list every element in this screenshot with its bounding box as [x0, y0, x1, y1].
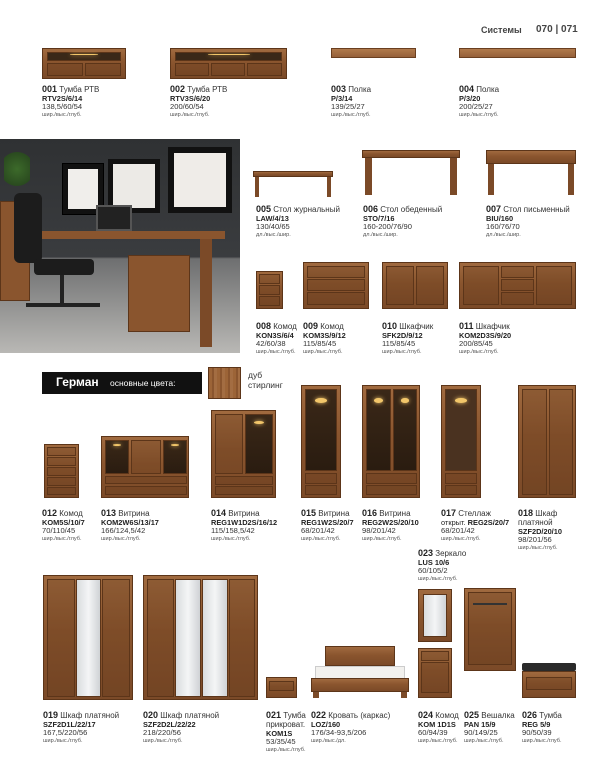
cabinet-010-image [382, 262, 448, 309]
section-title: Системы [481, 25, 522, 35]
wardrobe-018-image [518, 385, 576, 498]
product-019: 019 Шкаф платяной SZF2D1L/22/17 167,5/220/56 шир./выс./глуб. [43, 710, 120, 744]
product-007: 007 Стол письменный BIU/160 160/76/70 дл./выс./шир. [486, 204, 570, 238]
dining-table-006-image [362, 150, 460, 195]
desk-007-image [486, 150, 576, 195]
collection-subtitle: основные цвета: [110, 378, 176, 388]
cabinet-011-image [459, 262, 576, 309]
product-005: 005 Стол журнальный LAW/4/13 130/40/65 дл./выс./шир. [256, 204, 340, 238]
product-001: 001 Тумба РТВ RTV2S/6/14 138,5/60/54 шир./выс./глуб. [42, 84, 100, 118]
product-004: 004 Полка P/3/20 200/25/27 шир./выс./глуб. [459, 84, 500, 118]
shelf-004-image [459, 48, 576, 58]
display-cabinet-013-image [101, 436, 189, 498]
product-014: 014 Витрина REG1W1D2S/16/12 115/158,5/42 шир./выс./глуб. [211, 508, 278, 542]
product-023: 023 Зеркало LUS 10/6 60/105/2 шир./выс./глуб. [418, 548, 467, 582]
product-010: 010 Шкафчик SFK2D/9/12 115/85/45 шир./выс./глуб. [382, 321, 434, 355]
product-013: 013 Витрина KOM2W6S/13/17 166/124,5/42 шир./выс./глуб. [101, 508, 159, 542]
dresser-009-image [303, 262, 369, 309]
bed-022-image [311, 646, 409, 698]
product-009: 009 Комод KOM3S/9/12 115/85/45 шир./выс./глуб. [303, 321, 346, 355]
coat-rack-025-image [464, 588, 516, 671]
product-021: 021 Тумба прикроват. KOM1S 53/35/45 шир./выс./глуб. [266, 710, 306, 753]
product-020: 020 Шкаф платяной SZF2D2L/22/22 218/220/56 шир./выс./глуб. [143, 710, 220, 744]
display-cabinet-015-image [301, 385, 341, 498]
product-024: 024 Комод KOM 1D1S 60/94/39 шир./выс./глуб. [418, 710, 459, 744]
product-022: 022 Кровать (каркас) LOZ/160 176/34-93,5/206 шир./выс./дл. [311, 710, 391, 744]
display-cabinet-014-image [211, 410, 276, 498]
product-015: 015 Витрина REG1W2S/20/7 68/201/42 шир./выс./глуб. [301, 508, 354, 542]
collection-name: Герман [56, 375, 99, 389]
dresser-012-image [44, 444, 79, 498]
coffee-table-005-image [253, 171, 333, 197]
product-003: 003 Полка P/3/14 139/25/27 шир./выс./глуб. [331, 84, 372, 118]
tv-stand-001-image [42, 48, 126, 79]
product-018: 018 Шкаф платяной SZF2D/20/10 98/201/56 шир./выс./глуб. [518, 508, 562, 551]
dresser-008-image [256, 271, 283, 309]
open-shelf-017-image [441, 385, 481, 498]
product-008: 008 Комод KON3S/6/4 42/60/38 шир./выс./глуб. [256, 321, 297, 355]
product-017: 017 Стеллаж открыт. REG2S/20/7 68/201/42 шир./выс./глуб. [441, 508, 510, 542]
product-025: 025 Вешалка PAN 15/9 90/149/25 шир./выс./глуб. [464, 710, 515, 744]
color-swatch-label: дуб стирлинг [248, 370, 283, 390]
bench-026-image [522, 663, 576, 698]
wardrobe-020-image [143, 575, 258, 700]
product-006: 006 Стол обеденный STO/7/16 160-200/76/90 дл./выс./шир. [363, 204, 443, 238]
page-numbers: 070 | 071 [536, 24, 578, 35]
collection-banner [42, 372, 202, 394]
dresser-024-image [418, 648, 452, 698]
product-012: 012 Комод KOM5S/10/7 70/110/45 шир./выс./глуб. [42, 508, 85, 542]
shelf-003-image [331, 48, 416, 58]
interior-photo [0, 139, 240, 353]
wardrobe-019-image [43, 575, 133, 700]
color-swatch [208, 367, 241, 399]
nightstand-021-image [266, 677, 297, 698]
display-cabinet-016-image [362, 385, 420, 498]
product-002: 002 Тумба РТВ RTV3S/6/20 200/60/54 шир./выс./глуб. [170, 84, 228, 118]
product-026: 026 Тумба REG 5/9 90/50/39 шир./выс./глуб. [522, 710, 562, 744]
product-016: 016 Витрина REG2W2S/20/10 98/201/42 шир./выс./глуб. [362, 508, 419, 542]
product-011: 011 Шкафчик KOM2D3S/9/20 200/85/45 шир./выс./глуб. [459, 321, 512, 355]
mirror-023-image [418, 589, 452, 642]
tv-stand-002-image [170, 48, 287, 79]
